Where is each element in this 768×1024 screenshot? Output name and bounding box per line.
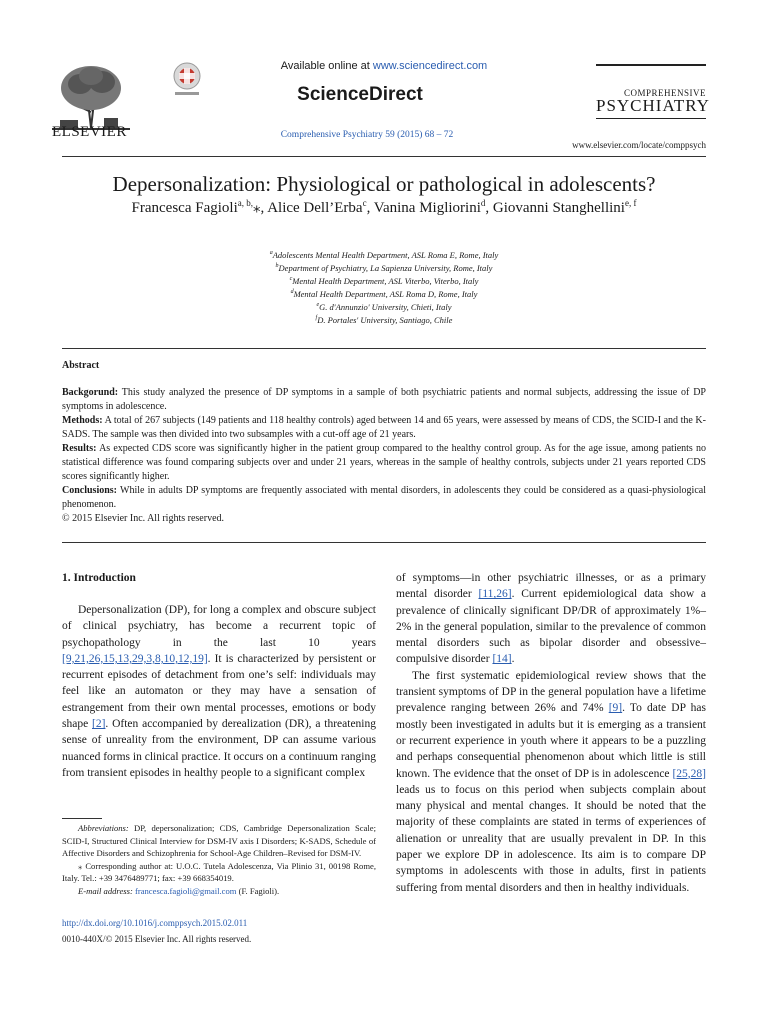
abbreviations-label: Abbreviations: <box>78 823 129 833</box>
affiliation-sup: e <box>316 302 320 309</box>
citation-link[interactable]: [9] <box>608 702 623 715</box>
results-text: As expected CDS score was significantly higher in the patient group compared to the healthy control group. As for the age issue, among patients no statistical difference was found comparing subjects over and under 21 years, whereas in the sample of healthy controls, subjects under 21 years reported CDS scores significantly higher. <box>62 443 706 482</box>
author-affil-sup: d <box>480 198 486 208</box>
sciencedirect-wordmark: ScienceDirect <box>297 84 423 105</box>
affiliation <box>0 302 768 312</box>
email-owner: (F. Fagioli). <box>236 885 280 896</box>
paragraph-text: . It is characterized by persistent or recurrent episodes of detachment from one’s self: individuals may feel like an automaton or they may have a sensation of estrangement from their own mental processes, emotions or body shape <box>62 652 376 731</box>
results-label: Results: <box>62 443 97 454</box>
author-separator: , <box>485 200 493 216</box>
journal-logo-small: COMPREHENSIVE <box>623 88 706 98</box>
affiliation-text: Adolescents Mental Health Department, ASL Roma E, Rome, Italy <box>272 250 499 260</box>
abstract-background <box>62 386 706 414</box>
abstract-copyright: © 2015 Elsevier Inc. All rights reserved. <box>62 513 225 524</box>
journal-url[interactable]: www.elsevier.com/locate/comppsych <box>572 140 706 150</box>
email-link[interactable]: francesca.fagioli@gmail.com <box>132 885 237 896</box>
affiliation-sup: c <box>289 276 293 283</box>
abstract-rule-bottom <box>62 542 706 543</box>
article-title: Depersonalization: Physiological or pathological in adolescents? <box>112 172 656 196</box>
doi-link[interactable]: http://dx.doi.org/10.1016/j.comppsych.2015.02.011 <box>62 918 248 928</box>
affiliation <box>0 276 768 286</box>
corresponding-footnote <box>62 860 376 885</box>
affiliation-text: D. Portales' University, Santiago, Chile <box>317 315 453 325</box>
affiliation <box>0 263 768 273</box>
methods-label: Methods: <box>62 415 103 426</box>
author-name: Francesca Fagioli <box>131 200 238 216</box>
author-list <box>0 198 768 217</box>
affiliation-sup: a <box>269 250 273 257</box>
paragraph-text: leads us to focus on this period when subjects complain about many physical and mental changes. It should be noted that the majority of these complaints are stated in terms of experiences of alienation or unreality that are usually prevalent in DP. In this paper we explore DP in adolescence. Its aim is to compare DP symptoms in adolescents with those in adults, first in patients suffering from mental disorders and then in healthy individuals. <box>396 783 706 894</box>
intro-paragraph-2 <box>396 668 706 896</box>
citation-link[interactable]: [9,21,26,15,13,29,3,8,10,12,19] <box>62 652 208 665</box>
abstract-methods <box>62 414 706 442</box>
author-affil-sup: c <box>362 198 367 208</box>
left-column <box>62 602 376 781</box>
abstract-body <box>62 386 706 526</box>
paragraph-text: The first systematic epidemiological review shows that the transient symptoms of DP in the general population have a lifetime prevalence ranging between 26% and 74% <box>396 669 706 715</box>
paragraph-text: . <box>511 653 515 666</box>
email-footnote <box>62 885 376 898</box>
corresponding-star[interactable]: ⁎ <box>253 200 261 216</box>
affiliation <box>0 315 768 325</box>
right-column <box>396 570 706 896</box>
affiliation-text: Mental Health Department, ASL Viterbo, Viterbo, Italy <box>292 276 479 286</box>
conclusions-text: While in adults DP symptoms are frequently associated with mental disorders, in adolescents they could be considered as a quasi-physiological phenomenon. <box>62 485 706 510</box>
abstract-rule-top <box>62 348 706 349</box>
corresponding-text: Corresponding author at: U.O.C. Tutela Adolescenza, Via Plinio 31, 00198 Rome, Italy. Tel.: +39 3476489771; fax: +39 668354019. <box>62 860 376 883</box>
citation-link[interactable]: [25,28] <box>672 767 706 780</box>
author-separator: , <box>260 200 268 216</box>
author-separator: , <box>366 200 374 216</box>
issn-line: 0010-440X/© 2015 Elsevier Inc. All rights reserved. <box>62 934 252 944</box>
paragraph-text: . To date DP has mostly been investigated in adults but it is emerging as a transient or recurrent experience in youth where it appears to be a puzzling and perhaps consequential phenomenon about which little is still known. The evidence that the onset of DP is in adolescence <box>396 702 706 780</box>
intro-paragraph-1-cont <box>396 570 706 668</box>
footnotes <box>62 822 376 897</box>
paragraph-text: . Current epidemiological data show a prevalence of clinically significant DP/DR of approximately 1%–2% in the general population, similar to the prevalence of common mental disorders such as bipolar disorder and obsessive–compulsive disorder <box>396 588 706 666</box>
journal-logo <box>596 88 710 116</box>
affiliation <box>0 289 768 299</box>
journal-logo-rule-bottom <box>596 118 706 119</box>
section-heading: 1. Introduction <box>62 572 136 584</box>
citation-link[interactable]: [11,26] <box>478 588 512 601</box>
background-text: This study analyzed the presence of DP symptoms in a sample of both psychiatric patients and normal subjects, addressing the issue of DP symptoms in adolescence. <box>62 387 706 412</box>
methods-text: A total of 267 subjects (149 patients and 118 healthy controls) aged between 14 and 65 years, were assessed by means of CDS, the SCID-I and the K-SADS. The sample was then divided into two subsamples with a cut-off age of 21 years. <box>62 415 706 440</box>
intro-paragraph-1 <box>62 602 376 781</box>
journal-citation[interactable]: Comprehensive Psychiatry 59 (2015) 68 – 72 <box>280 130 454 140</box>
affiliation-sup: f <box>315 315 318 322</box>
available-online <box>0 60 768 72</box>
abbreviations-text: DP, depersonalization; CDS, Cambridge Depersonalization Scale; SCID-I, Structured Clinical Interview for DSM-IV axis I Disorders; K-SADS, Schedule of Affective Disorders and Schizophrenia for School-Age Children–Revised for DSM-IV. <box>62 823 376 858</box>
affiliation-text: Department of Psychiatry, La Sapienza University, Rome, Italy <box>278 263 493 273</box>
abbreviations-footnote <box>62 822 376 860</box>
citation-link[interactable]: [14] <box>492 653 512 666</box>
affiliation-sup: b <box>275 263 279 270</box>
affiliation-text: G. d'Annunzio' University, Chieti, Italy <box>319 302 452 312</box>
abstract-results <box>62 442 706 484</box>
available-prefix: Available online at <box>280 60 373 72</box>
citation-link[interactable]: [2] <box>92 718 106 731</box>
affiliation-text: Mental Health Department, ASL Roma D, Rome, Italy <box>293 289 478 299</box>
footnote-rule <box>62 818 102 819</box>
paragraph-text: Depersonalization (DP), for long a complex and obscure subject of clinical psychiatry, has become a recurrent topic of psychopathology in the last 10 years <box>62 604 376 649</box>
author-name: Vanina Migliorini <box>373 200 481 216</box>
author-name: Alice Dell’Erba <box>267 200 363 216</box>
author-name: Giovanni Stanghellini <box>492 200 625 216</box>
paragraph-text: . Often accompanied by derealization (DR), a threatening sense of unreality from the environment, DP can assume various nuanced forms in clinical practice. It occurs on a continuum ranging from transient episodes in healthy people to a significant complex <box>62 718 376 779</box>
abstract-conclusions <box>62 484 706 512</box>
author-affil-sup: e, f <box>624 198 637 208</box>
paragraph-text: of symptoms—in other psychiatric illnesses, or as a primary mental disorder <box>396 572 706 601</box>
affiliation-sup: d <box>290 289 294 296</box>
conclusions-label: Conclusions: <box>62 485 118 496</box>
sciencedirect-link[interactable]: www.sciencedirect.com <box>372 60 488 72</box>
publisher-name: ELSEVIER <box>52 124 127 140</box>
email-label: E-mail address: <box>78 885 133 896</box>
abstract-heading: Abstract <box>62 360 100 371</box>
affiliation <box>0 250 768 260</box>
journal-logo-rule-top <box>596 64 706 66</box>
corresponding-star: ⁎ <box>78 860 83 871</box>
background-label: Backgorund: <box>62 387 119 398</box>
journal-logo-main: PSYCHIATRY <box>596 96 710 115</box>
author-affil-sup: a, b, <box>237 198 253 208</box>
header-divider <box>62 156 706 157</box>
